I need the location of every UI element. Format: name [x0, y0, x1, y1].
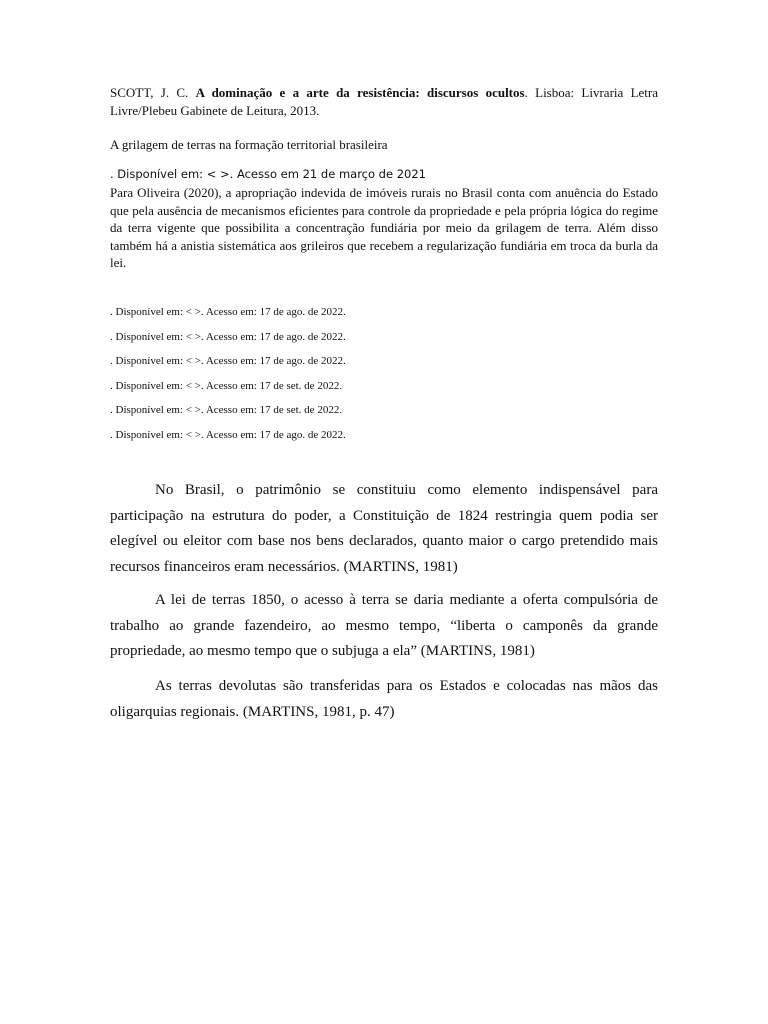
access-line: . Disponível em: < >. Acesso em: 17 de ago. de 2022. [110, 355, 346, 368]
access-line: . Disponível em: < >. Acesso em: 17 de set. de 2022. [110, 404, 343, 417]
access-line: . Disponível em: < >. Acesso em: 17 de set. de 2022. [110, 379, 343, 392]
body-paragraph-terras-devolutas: As terras devolutas são transferidas para os Estados e colocadas nas mãos das oligarquias regionais. (MARTINS, 1981, p. 47) [110, 678, 658, 720]
access-line: . Disponível em: < >. Acesso em: 17 de ago. de 2022. [110, 330, 346, 343]
access-line: . Disponível em: < >. Acesso em: 17 de ago. de 2022. [110, 306, 346, 318]
access-line: . Disponível em: < >. Acesso em: 17 de ago. de 2022. [110, 428, 346, 441]
body-paragraph-patrimonio: No Brasil, o patrimônio se constituiu como elemento indispensável para participação na estrutura do poder, a Constituição de 1824 restringia quem podia ser elegível ou eleitor com base nos bens declarados, quanto maior o cargo pretendido mais recursos financeiros eram necessários. (MARTINS, 1981) [110, 482, 658, 575]
reference-scott-authors: SCOTT, J. C. [110, 85, 196, 100]
access-lines-list [110, 305, 658, 453]
body-paragraph-lei-de-terras: A lei de terras 1850, o acesso à terra se daria mediante a oferta compulsória de trabalho ao grande fazendeiro, ao mesmo tempo, “liberta o camponês da grande propriedade, ao mesmo tempo que o subjuga a ela” (MARTINS, 1981) [110, 592, 658, 659]
reference-scott-title: A dominação e a arte da resistência: discursos ocultos [195, 85, 525, 100]
reference-grilagem-title: A grilagem de terras na formação territorial brasileira [110, 137, 388, 152]
reference-scott-publication: . Lisboa: Livraria Letra Livre/Plebeu Gabinete de Leitura, 2013. [110, 85, 659, 118]
reference-disponivel-line: . Disponível em: < >. Acesso em 21 de março de 2021 [110, 167, 426, 181]
reference-scott [110, 84, 658, 120]
oliveira-paragraph: Para Oliveira (2020), a apropriação indevida de imóveis rurais no Brasil conta com anuência do Estado que pela ausência de mecanismos eficientes para controle da propriedade e pela própria lógica do regime da terra vigente que possibilita a concentração fundiária por meio da grilagem de terra. Além disso também há a anistia sistemática aos grileiros que recebem a regularização fundiária em troca da burla da lei. [110, 185, 658, 271]
